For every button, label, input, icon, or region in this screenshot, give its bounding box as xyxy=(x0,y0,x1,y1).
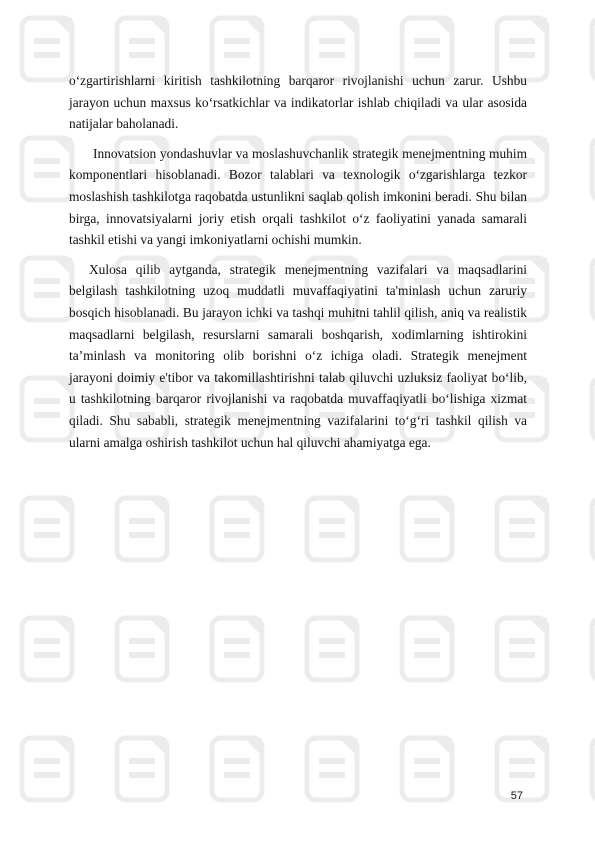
paragraph-2: Innovatsion yondashuvlar va moslashuvchanlik strategik menejmentning muhim komponentlari hisoblanadi. Bozor talablari va texnologik o‘zgarishlarga tezkor moslashish tashkilotga raqobatda ustunlikni saqlab qolish imkonini beradi. Shu bilan birga, innovatsiyalarni joriy etish orqali tashkilot o‘z faoliyatini yanada samarali tashkil etishi va yangi imkoniyatlarni ochishi mumkin. xyxy=(69,145,527,248)
paragraph-1: o‘zgartirishlarni kiritish tashkilotning barqaror rivojlanishi uchun zarur. Ushbu jarayon uchun maxsus ko‘rsatkichlar va indikatorlar ishlab chiqiladi va ular asosida natijalar baholanadi. xyxy=(69,73,527,132)
page-number: 57 xyxy=(510,790,523,802)
paragraph-3: Xulosa qilib aytganda, strategik menejmentning vazifalari va maqsadlarini belgilash tashkilotning uzoq muddatli muvaffaqiyatini ta'minlash uchun zaruriy bosqich hisoblanadi. Bu jarayon ichki va tashqi muhitni tahlil qilish, aniq va realistik maqsadlarni belgilash, resurslarni samarali boshqarish, xodimlarning ishtirokini ta’minlash va monitoring olib borishni o‘z ichiga oladi. Strategik menejment jarayoni doimiy e'tibor va takomillashtirishni talab qiluvchi uzluksiz faoliyat bo‘lib, u tashkilotning barqaror rivojlanishi va raqobatda muvaffaqiyatli bo‘lishiga xizmat qiladi. Shu sababli, strategik menejmentning vazifalarini to‘g‘ri tashkil qilish va ularni amalga oshirish tashkilot uchun hal qiluvchi ahamiyatga ega. xyxy=(69,261,527,450)
document-body xyxy=(69,70,527,461)
